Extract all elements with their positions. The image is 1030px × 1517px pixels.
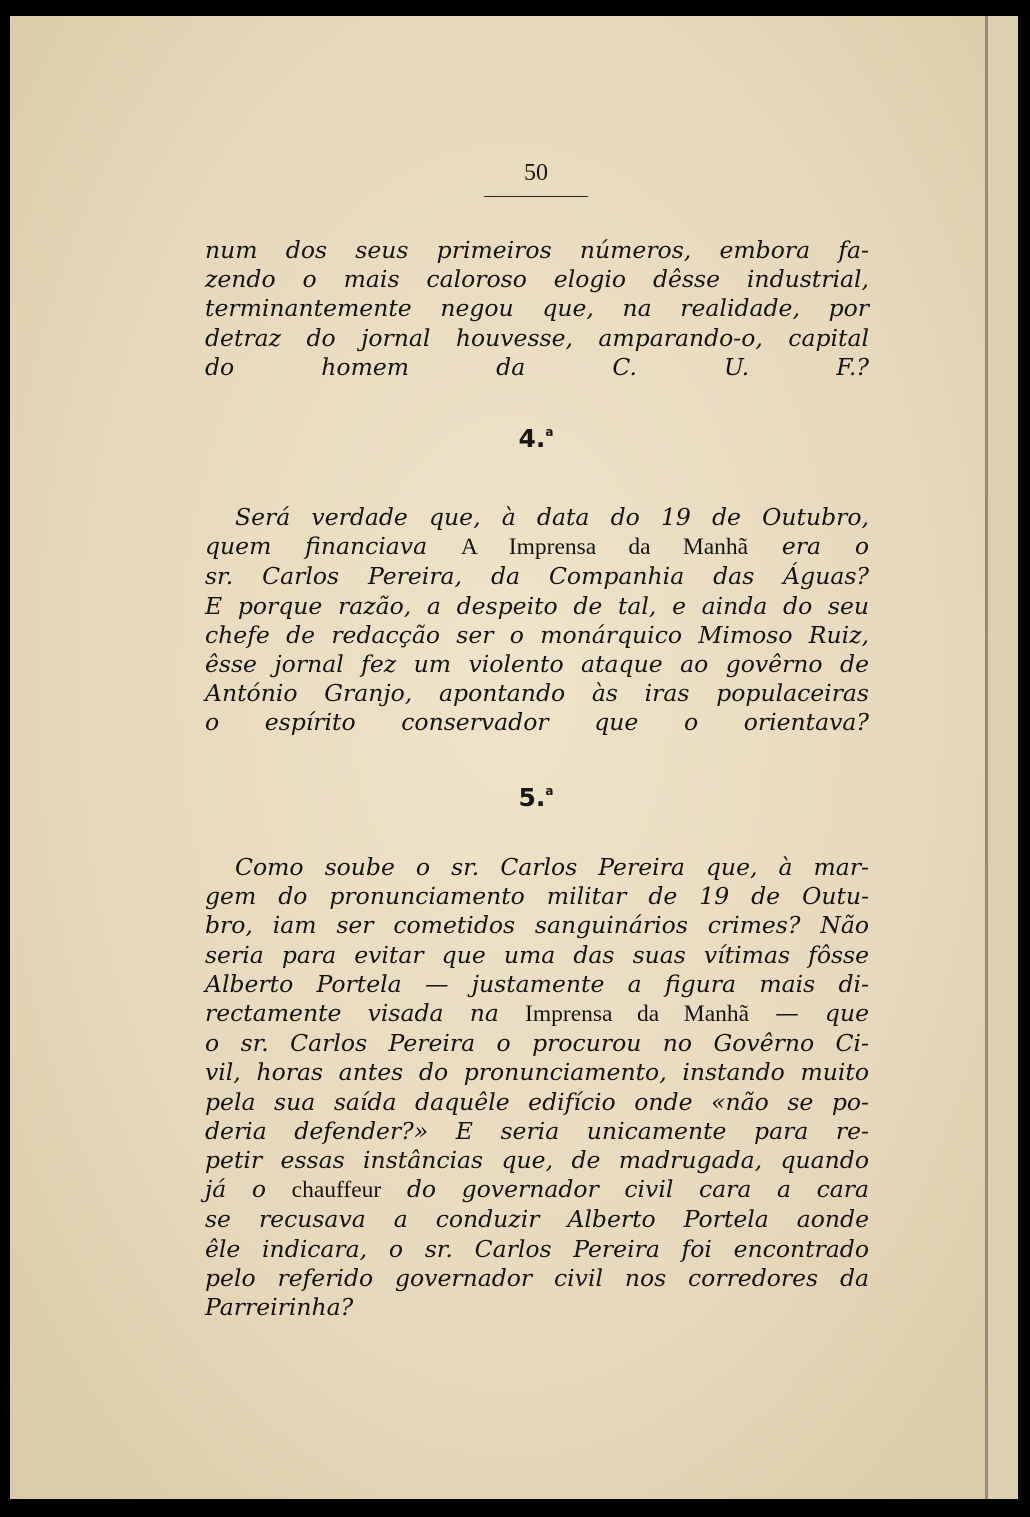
page-number: 50 — [524, 160, 548, 186]
text-line: seria para evitar que uma das suas vítimas fôsse — [205, 940, 869, 969]
text-run: era o — [748, 532, 869, 561]
section-heading-5 — [484, 783, 588, 812]
text-line: sr. Carlos Pereira, da Companhia das Águas? — [205, 562, 869, 591]
text-line: pelo referido governador civil nos corredores da — [205, 1263, 869, 1292]
text-run: rectamente visada na — [205, 999, 526, 1028]
ordinal-mark: a — [545, 784, 554, 798]
section-number: 4. — [518, 424, 546, 453]
text-line: êle indicara, o sr. Carlos Pereira foi encontrado — [205, 1234, 869, 1263]
text-line: terminantemente negou que, na realidade, por — [205, 294, 869, 323]
text-line: António Granjo, apontando às iras populaceiras — [205, 679, 869, 708]
text-run: — que — [749, 999, 870, 1028]
paragraph-continued — [205, 236, 869, 382]
text-run: quem financiava — [205, 532, 461, 561]
text-line — [205, 532, 869, 562]
text-line: petir essas instâncias que, de madrugada, quando — [205, 1146, 869, 1175]
ordinal-mark: a — [545, 425, 554, 439]
text-line: se recusava a conduzir Alberto Portela aonde — [205, 1205, 869, 1234]
text-run: já o — [205, 1175, 292, 1204]
section-number: 5. — [518, 783, 546, 812]
text-run: do governador civil cara a cara — [381, 1175, 869, 1204]
text-line: bro, iam ser cometidos sanguinários crimes? Não — [205, 911, 869, 940]
text-line — [205, 1175, 869, 1205]
text-line: Parreirinha? — [205, 1293, 354, 1322]
text-line: zendo o mais caloroso elogio dêsse industrial, — [205, 265, 869, 294]
section-heading-4 — [484, 424, 588, 453]
newspaper-title: A Imprensa da Manhã — [460, 534, 749, 561]
foreign-word: chauffeur — [291, 1177, 382, 1204]
text-line: detraz do jornal houvesse, amparando-o, capital — [205, 323, 869, 352]
text-line: do homem da C. U. F.? — [205, 352, 869, 381]
text-line: gem do pronunciamento militar de 19 de Outu- — [205, 882, 869, 911]
text-line: pela sua saída daquêle edifício onde «não se po- — [205, 1087, 869, 1116]
text-line: Como soube o sr. Carlos Pereira que, à mar- — [235, 853, 869, 881]
newspaper-title: Imprensa da Manhã — [525, 1001, 750, 1028]
paragraph-question-5 — [205, 853, 869, 1322]
text-line: num dos seus primeiros números, embora fa- — [205, 236, 869, 264]
adjacent-page-edge — [988, 16, 1018, 1499]
text-line: o espírito conservador que o orientava? — [205, 708, 869, 737]
text-line: chefe de redacção ser o monárquico Mimoso Ruiz, — [205, 620, 869, 649]
text-line — [205, 999, 869, 1029]
text-line: êsse jornal fez um violento ataque ao govêrno de — [205, 650, 869, 679]
text-line: Alberto Portela — justamente a figura mais di- — [205, 969, 869, 998]
text-line: o sr. Carlos Pereira o procurou no Govêrno Ci- — [205, 1029, 869, 1058]
text-line: deria defender?» E seria unicamente para re- — [205, 1116, 869, 1145]
text-line: Será verdade que, à data do 19 de Outubro, — [235, 503, 869, 531]
page-number-rule — [484, 196, 588, 197]
text-line: vil, horas antes do pronunciamento, instando muito — [205, 1058, 869, 1087]
paragraph-question-4 — [205, 503, 869, 738]
text-line: E porque razão, a despeito de tal, e ainda do seu — [205, 591, 869, 620]
